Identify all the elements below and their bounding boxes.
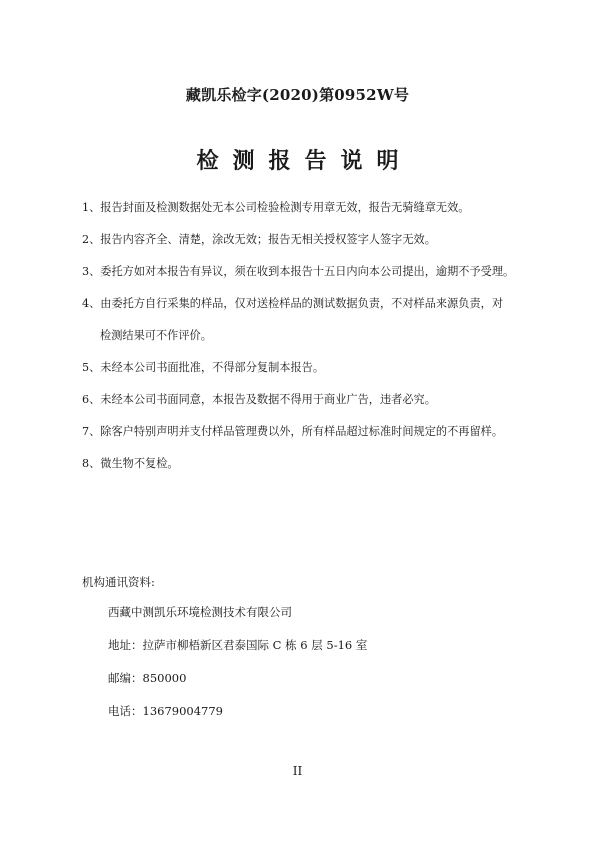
document-title: 检测报告说明 xyxy=(196,148,413,174)
note-item-6: 6、未经本公司书面同意，本报告及数据不得用于商业广告，违者必究。 xyxy=(82,393,436,406)
note-item-3: 3、委托方如对本报告有异议，须在收到本报告十五日内向本公司提出，逾期不予受理。 xyxy=(82,265,515,278)
contact-heading: 机构通讯资料: xyxy=(82,575,155,589)
contact-block xyxy=(108,604,367,736)
note-item-8: 8、微生物不复检。 xyxy=(82,457,179,470)
note-item-7: 7、除客户特别声明并支付样品管理费以外，所有样品超过标准时间规定的不再留样。 xyxy=(82,425,504,438)
note-item-4: 4、由委托方自行采集的样品，仅对送检样品的测试数据负责，不对样品来源负责，对 xyxy=(82,297,504,310)
phone: 电话：13679004779 xyxy=(108,704,223,718)
company-name: 西藏中测凯乐环境检测技术有限公司 xyxy=(108,605,292,619)
address: 地址：拉萨市柳梧新区君泰国际 C 栋 6 层 5-16 室 xyxy=(108,638,368,652)
note-item-1: 1、报告封面及检测数据处无本公司检验检测专用章无效，报告无骑缝章无效。 xyxy=(82,201,470,214)
page-number: II xyxy=(292,764,303,778)
note-item-5: 5、未经本公司书面批准，不得部分复制本报告。 xyxy=(82,361,325,374)
report-number: 藏凯乐检字(2020)第0952W号 xyxy=(185,86,410,104)
note-item-4-continuation: 检测结果可不作评价。 xyxy=(100,329,212,342)
notes-list xyxy=(82,200,552,488)
note-item-2: 2、报告内容齐全、清楚，涂改无效；报告无相关授权签字人签字无效。 xyxy=(82,233,436,246)
postcode: 邮编：850000 xyxy=(108,671,187,685)
